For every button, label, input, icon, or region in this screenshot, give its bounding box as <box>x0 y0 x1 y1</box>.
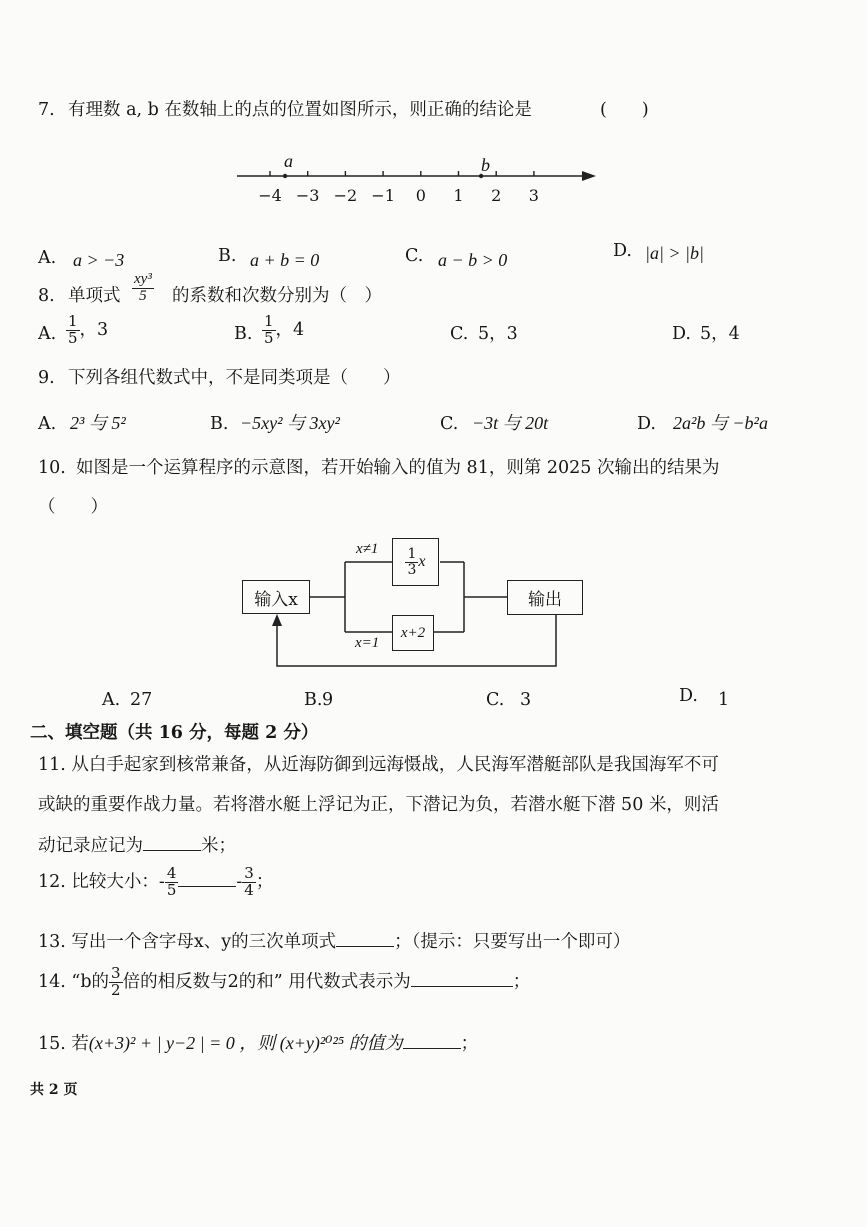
q13-prefix: 13. 写出一个含字母x、y的三次单项式 <box>38 932 337 952</box>
q7-option-c-letter: C. <box>405 246 424 266</box>
q8-a-rest: ，3 <box>79 319 109 340</box>
number-line-tick-label: −4 <box>258 186 282 205</box>
q14-answer-blank[interactable] <box>411 968 513 987</box>
q11-answer-blank[interactable] <box>143 832 201 851</box>
q12-prefix: 12. 比较大小： <box>38 871 159 892</box>
q9-option-c-letter: C. <box>440 414 459 434</box>
q10-stem: 如图是一个运算程序的示意图，若开始输入的值为 81，则第 2025 次输出的结果为 <box>76 458 720 478</box>
q8-option-c-letter: C. <box>450 324 469 344</box>
q8-b-rest: ，4 <box>275 319 305 340</box>
q11-line1: 11. 从白手起家到核常兼备，从近海防御到远海慑战，人民海军潜艇部队是我国海军不可 <box>38 755 719 775</box>
q12-suffix: ； <box>255 871 274 892</box>
q12-right-den: 4 <box>244 880 254 899</box>
q9-number: 9. <box>38 368 55 388</box>
point-b-label: b <box>481 155 490 175</box>
q7-option-d-letter: D. <box>613 241 632 261</box>
q7-option-a: a > −3 <box>73 250 125 270</box>
q7-number: 7. <box>38 100 55 120</box>
q12-left-den: 5 <box>166 880 177 899</box>
q15 <box>38 1030 478 1055</box>
q12-right-sign: - <box>236 871 243 892</box>
q8-monomial-den: 5 <box>139 287 147 304</box>
q9-option-a-letter: A. <box>38 414 57 434</box>
number-line-tick-label: 2 <box>491 186 502 205</box>
q14 <box>38 966 530 999</box>
q7-option-b-letter: B. <box>218 246 237 266</box>
q10-option-d: 1 <box>718 690 730 710</box>
flow-divide-box <box>392 538 439 586</box>
number-line-tick-label: 1 <box>453 186 464 205</box>
number-line-tick-label: −2 <box>333 186 358 205</box>
flow-upper-condition: x≠1 <box>356 541 379 557</box>
q14-suffix: ； <box>512 971 531 992</box>
flow-output-label: 输出 <box>528 590 562 610</box>
q10-answer-paren: （ ） <box>38 497 108 517</box>
flow-output-box <box>507 580 583 615</box>
q9-option-c: −3t 与 20t <box>472 413 549 433</box>
q14-frac-den: 2 <box>111 980 121 999</box>
flow-divide-den: 3 <box>407 561 417 578</box>
flow-input-box <box>242 580 310 614</box>
q12-answer-blank[interactable] <box>178 868 236 887</box>
q13-answer-blank[interactable] <box>336 928 394 947</box>
q8-option-b-letter: B. <box>234 324 253 344</box>
q12 <box>38 866 273 899</box>
q9-option-d: 2a²b 与 −b²a <box>673 413 768 433</box>
number-line-tick-label: 0 <box>415 186 426 205</box>
q7-option-d: |a| > |b| <box>645 243 704 263</box>
q7-option-c: a − b > 0 <box>438 250 508 270</box>
flow-add-label: x+2 <box>400 624 426 641</box>
q10-option-c: 3 <box>520 690 532 710</box>
q15-answer-blank[interactable] <box>403 1030 461 1049</box>
q8-stem-prefix: 单项式 <box>68 286 121 306</box>
q11-line3 <box>38 832 236 857</box>
q9-stem: 下列各组代数式中，不是同类项是（ ） <box>68 368 401 388</box>
q8-option-b <box>262 314 304 347</box>
number-line-tick-label: −1 <box>371 186 395 205</box>
page-count: 共 2 页 <box>30 1082 78 1098</box>
q10-option-c-letter: C. <box>486 690 505 710</box>
q9-option-a: 2³ 与 5² <box>70 413 126 433</box>
q9-option-b-letter: B. <box>210 414 229 434</box>
q8-stem-suffix: 的系数和次数分别为（ ） <box>172 286 382 306</box>
q9-option-d-letter: D. <box>637 414 656 434</box>
q14-middle: 倍的相反数与2的和” 用代数式表示为 <box>122 971 411 992</box>
flow-input-label: 输入x <box>254 589 298 610</box>
q10-option-a: 27 <box>130 690 153 710</box>
number-line-tick-label: −3 <box>295 186 320 205</box>
q8-number: 8. <box>38 286 55 306</box>
number-line-tick-label: 3 <box>528 186 539 205</box>
flow-divide-num: 1 <box>407 545 417 562</box>
q8-monomial-num: xy³ <box>134 271 152 287</box>
q12-right-num: 3 <box>244 864 254 882</box>
q7-answer-paren: ( ) <box>600 100 649 120</box>
q11-line3-suffix: 米； <box>201 836 236 856</box>
q10-option-a-letter: A. <box>102 690 121 710</box>
point-a-label: a <box>284 151 293 171</box>
q11-line3-prefix: 动记录应记为 <box>38 836 143 856</box>
q8-option-a <box>66 314 108 347</box>
q10-option-d-letter: D. <box>679 686 698 706</box>
q8-monomial <box>132 272 154 305</box>
q8-b-den: 5 <box>264 328 274 347</box>
flow-lower-condition: x=1 <box>355 635 380 651</box>
q8-a-num: 1 <box>68 312 78 330</box>
q7-option-b: a + b = 0 <box>250 250 320 270</box>
q15-expression: (x+3)² + | y−2 | = 0 ，则 (x+y)²⁰²⁵ 的值为 <box>88 1033 403 1053</box>
q8-option-a-letter: A. <box>38 324 57 344</box>
q8-b-num: 1 <box>264 312 274 330</box>
flow-divide-var: x <box>418 553 426 570</box>
q7-stem: 有理数 a, b 在数轴上的点的位置如图所示，则正确的结论是 <box>68 100 532 120</box>
flow-add-box <box>392 615 434 651</box>
q13 <box>38 928 630 953</box>
q7-option-a-letter: A. <box>38 248 57 268</box>
q9-option-b: −5xy² 与 3xy² <box>240 413 340 433</box>
q12-left-sign: - <box>158 871 165 892</box>
q15-prefix: 15. 若 <box>38 1034 89 1054</box>
q8-option-c: 5，3 <box>478 324 518 344</box>
section2-title: 二、填空题（共 16 分，每题 2 分） <box>30 723 319 743</box>
q8-option-d: 5，4 <box>700 324 740 344</box>
q13-suffix: ；（提示：只要写出一个即可） <box>394 932 631 952</box>
q10-option-b-letter: B. <box>304 690 323 710</box>
q14-frac-num: 3 <box>111 964 121 982</box>
q12-left-num: 4 <box>166 864 177 882</box>
q11-line2: 或缺的重要作战力量。若将潜水艇上浮记为正，下潜记为负，若潜水艇下潜 50 米，则活 <box>38 795 719 815</box>
q10-option-b: 9 <box>322 690 334 710</box>
q8-option-d-letter: D. <box>672 324 691 344</box>
q14-prefix: 14. “b的 <box>38 971 110 992</box>
q15-suffix: ； <box>460 1034 479 1054</box>
q8-a-den: 5 <box>68 328 78 347</box>
q10-number: 10. <box>38 458 66 478</box>
